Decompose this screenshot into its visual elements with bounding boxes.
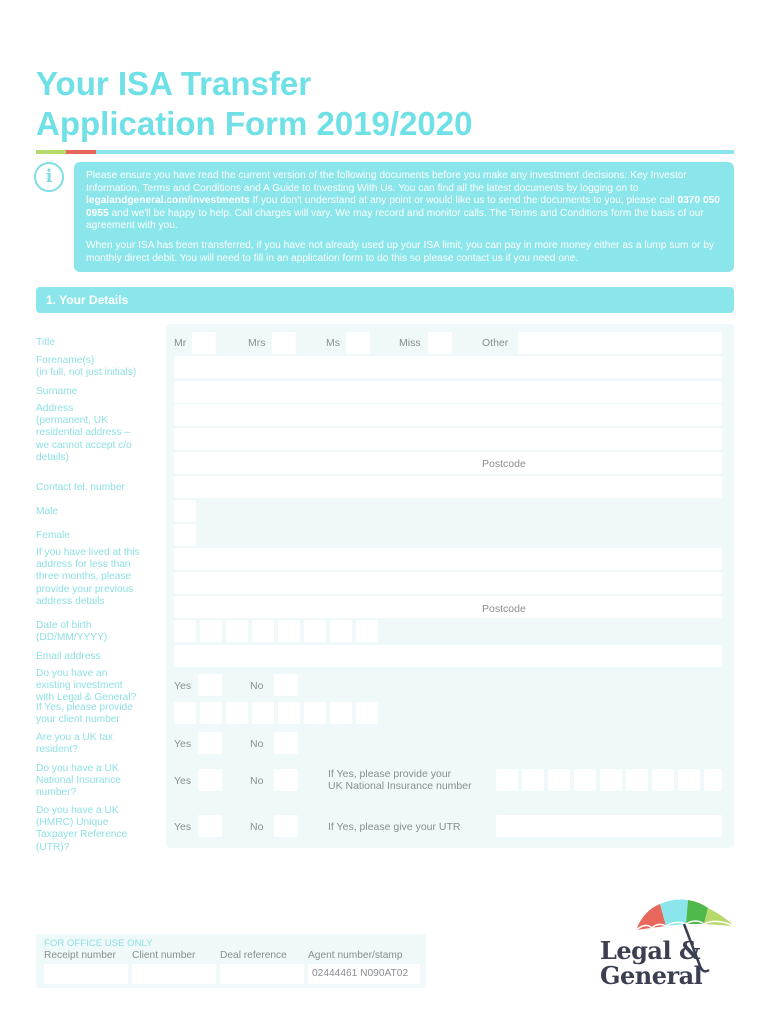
surname-input[interactable]: [174, 381, 722, 403]
ni-digit-2[interactable]: [522, 769, 544, 791]
dob-digit-4[interactable]: [252, 620, 274, 642]
your-details-form: [166, 324, 734, 848]
ni-yes-label: Yes: [174, 775, 192, 787]
forenames-input[interactable]: [174, 356, 722, 378]
office-use-panel: [36, 934, 426, 988]
dob-digit-1[interactable]: [174, 620, 196, 642]
ni-digit-8[interactable]: [678, 769, 700, 791]
dob-digit-7[interactable]: [330, 620, 352, 642]
title-ms-checkbox[interactable]: [346, 332, 370, 354]
previous-address-line-2-input[interactable]: [174, 572, 722, 594]
address-label: Address (permanent, UK residential address – we cannot accept c/o details): [36, 403, 132, 463]
client-number-digit-5[interactable]: [278, 702, 300, 724]
forenames-label: Forename(s) (in full, not just initials): [36, 355, 137, 379]
client-number-digit-7[interactable]: [330, 702, 352, 724]
utr-no-checkbox[interactable]: [274, 815, 298, 837]
info-paragraph-1: Please ensure you have read the current version of the following documents before you make any investment decisions: Key Investor Information, Terms and Conditions and A Guide to Investing With Us. You can find all the latest documents by logging on to legalandgeneral.com/investments If you don't understand at any point or would like us to send the documents to you, please call 0370 050 0955 and we'll be happy to help. Call charges will vary. We may record and monitor calls. The Terms and Conditions form the basis of our agreement with you.: [86, 170, 720, 232]
ni-digit-3[interactable]: [548, 769, 570, 791]
ni-digit-4[interactable]: [574, 769, 596, 791]
female-label: Female: [36, 530, 70, 541]
male-checkbox[interactable]: [174, 500, 196, 522]
existing-investment-no-label: No: [250, 680, 264, 692]
phone-number: 0370 050 0955: [86, 195, 720, 219]
receipt-number-field[interactable]: [44, 964, 128, 984]
address-line-1-input[interactable]: [174, 404, 722, 426]
ni-digit-5[interactable]: [600, 769, 622, 791]
existing-investment-label: Do you have an existing investment with Legal & General?: [36, 668, 137, 704]
title-option-mrs: Mrs: [248, 337, 266, 349]
client-number-label: If Yes, please provide your client number: [36, 702, 133, 726]
ni-digit-7[interactable]: [652, 769, 674, 791]
utr-yes-label: Yes: [174, 821, 192, 833]
info-notice: [74, 162, 734, 272]
utr-yes-checkbox[interactable]: [198, 815, 222, 837]
deal-reference-label: Deal reference: [220, 950, 287, 961]
existing-investment-yes-checkbox[interactable]: [198, 674, 222, 696]
address-line-2-input[interactable]: [174, 428, 722, 450]
dob-digit-6[interactable]: [304, 620, 326, 642]
title-label: Title: [36, 337, 55, 348]
client-number-digit-4[interactable]: [252, 702, 274, 724]
section-your-details-heading: 1. Your Details: [36, 287, 734, 313]
previous-postcode-label: Postcode: [482, 603, 526, 615]
female-checkbox[interactable]: [174, 524, 196, 546]
dob-digit-3[interactable]: [226, 620, 248, 642]
previous-address-line-3-input[interactable]: [174, 596, 722, 618]
agent-number-value: 02444461 N090AT02: [312, 968, 409, 979]
address-line-3-input[interactable]: [174, 452, 722, 474]
investments-link[interactable]: legalandgeneral.com/investments: [86, 195, 250, 207]
title-option-miss: Miss: [399, 337, 421, 349]
dob-digit-2[interactable]: [200, 620, 222, 642]
title-option-ms: Ms: [326, 337, 340, 349]
utr-input[interactable]: [496, 815, 722, 837]
client-number-office-label: Client number: [132, 950, 196, 961]
ni-yes-checkbox[interactable]: [198, 769, 222, 791]
info-paragraph-2: When your ISA has been transferred, if you have not already used up your ISA limit, you can pay in more money either as a lump sum or by monthly direct debit. You will need to fill in an application form to do this so please contact us if you need one.: [86, 239, 714, 264]
office-use-title: FOR OFFICE USE ONLY: [44, 938, 153, 949]
existing-investment-yes-label: Yes: [174, 680, 192, 692]
client-number-office-field[interactable]: [132, 964, 216, 984]
agent-number-label: Agent number/stamp: [308, 950, 403, 961]
ni-digit-6[interactable]: [626, 769, 648, 791]
uk-tax-yes-checkbox[interactable]: [198, 732, 222, 754]
ni-digit-9[interactable]: [704, 769, 722, 791]
male-label: Male: [36, 506, 59, 517]
page-title: [36, 64, 736, 144]
uk-tax-no-checkbox[interactable]: [274, 732, 298, 754]
deal-reference-field[interactable]: [220, 964, 304, 984]
title-option-mr: Mr: [174, 337, 187, 349]
uk-tax-no-label: No: [250, 738, 264, 750]
email-label: Email address: [36, 651, 101, 662]
title-other-input[interactable]: [518, 332, 722, 354]
page-title-line-1: Your ISA Transfer: [36, 65, 312, 102]
logo-line-1: Legal &: [600, 936, 701, 965]
surname-label: Surname: [36, 386, 78, 397]
client-number-digit-1[interactable]: [174, 702, 196, 724]
contact-number-label: Contact tel. number: [36, 482, 125, 493]
dob-digit-5[interactable]: [278, 620, 300, 642]
client-number-digit-3[interactable]: [226, 702, 248, 724]
utr-no-label: No: [250, 821, 264, 833]
postcode-label: Postcode: [482, 458, 526, 470]
existing-investment-no-checkbox[interactable]: [274, 674, 298, 696]
title-mr-checkbox[interactable]: [192, 332, 216, 354]
page-title-line-2: Application Form 2019/2020: [36, 105, 473, 142]
title-divider: [36, 150, 734, 154]
previous-address-line-1-input[interactable]: [174, 548, 722, 570]
ni-no-label: No: [250, 775, 264, 787]
previous-address-label: If you have lived at this address for less than three months, please provide your previous address details: [36, 547, 140, 607]
title-miss-checkbox[interactable]: [428, 332, 452, 354]
title-mrs-checkbox[interactable]: [272, 332, 296, 354]
receipt-number-label: Receipt number: [44, 950, 116, 961]
date-of-birth-label: Date of birth (DD/MM/YYYY): [36, 620, 108, 644]
uk-tax-yes-label: Yes: [174, 738, 192, 750]
title-option-other: Other: [482, 337, 509, 349]
client-number-digit-6[interactable]: [304, 702, 326, 724]
email-input[interactable]: [174, 645, 722, 667]
logo-line-2: General: [600, 961, 703, 990]
info-icon: i: [34, 162, 64, 192]
ni-digit-1[interactable]: [496, 769, 518, 791]
utr-question-label: Do you have a UK (HMRC) Unique Taxpayer Reference (UTR)?: [36, 805, 128, 853]
contact-number-input[interactable]: [174, 476, 722, 498]
utr-provide-label: If Yes, please give your UTR: [328, 821, 461, 833]
ni-no-checkbox[interactable]: [274, 769, 298, 791]
uk-tax-resident-label: Are you a UK tax resident?: [36, 732, 114, 756]
client-number-digit-8[interactable]: [356, 702, 378, 724]
client-number-digit-2[interactable]: [200, 702, 222, 724]
dob-digit-8[interactable]: [356, 620, 378, 642]
ni-provide-label: If Yes, please provide your UK National Insurance number: [328, 768, 472, 792]
legal-and-general-logo-text: [600, 938, 730, 988]
ni-number-question-label: Do you have a UK National Insurance number?: [36, 763, 121, 799]
